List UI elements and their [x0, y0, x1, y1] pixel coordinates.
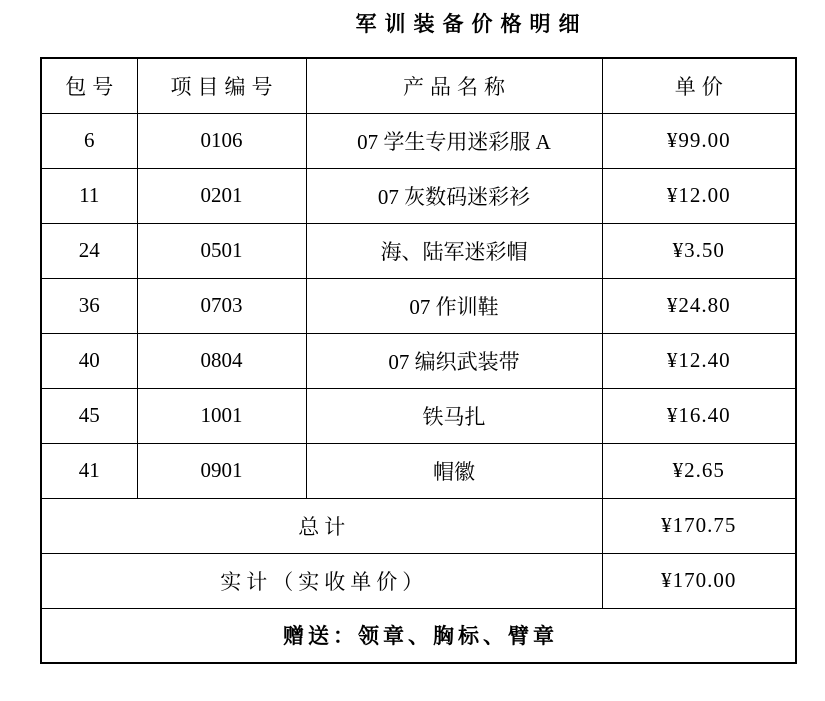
- package-no-cell: 40: [41, 333, 137, 388]
- actual-price-cell: ¥170.00: [602, 553, 796, 608]
- header-item-no: 项目编号: [137, 58, 306, 113]
- item-no-cell: 0703: [137, 278, 306, 333]
- package-no-cell: 24: [41, 223, 137, 278]
- price-cell: ¥99.00: [602, 113, 796, 168]
- item-no-cell: 0901: [137, 443, 306, 498]
- product-cell: 铁马扎: [306, 388, 602, 443]
- item-no-cell: 0804: [137, 333, 306, 388]
- product-cell: 07 编织武装带: [306, 333, 602, 388]
- price-cell: ¥12.00: [602, 168, 796, 223]
- total-label-cell: 总计: [41, 498, 602, 553]
- header-product-name: 产品名称: [306, 58, 602, 113]
- product-cell: 07 学生专用迷彩服 A: [306, 113, 602, 168]
- package-no-cell: 6: [41, 113, 137, 168]
- product-cell: 07 作训鞋: [306, 278, 602, 333]
- price-table: [40, 57, 797, 664]
- total-price-cell: ¥170.75: [602, 498, 796, 553]
- package-no-cell: 45: [41, 388, 137, 443]
- header-package-no: 包号: [41, 58, 137, 113]
- table-row: [41, 388, 796, 443]
- item-no-cell: 1001: [137, 388, 306, 443]
- product-cell: 海、陆军迷彩帽: [306, 223, 602, 278]
- price-cell: ¥3.50: [602, 223, 796, 278]
- package-no-cell: 41: [41, 443, 137, 498]
- summary-row-actual: [41, 553, 796, 608]
- summary-row-total: [41, 498, 796, 553]
- table-row: [41, 168, 796, 223]
- price-cell: ¥24.80: [602, 278, 796, 333]
- item-no-cell: 0106: [137, 113, 306, 168]
- package-no-cell: 36: [41, 278, 137, 333]
- product-cell: 07 灰数码迷彩衫: [306, 168, 602, 223]
- item-no-cell: 0201: [137, 168, 306, 223]
- table-row: [41, 278, 796, 333]
- header-row: [41, 58, 796, 113]
- actual-label-cell: 实计（实收单价）: [41, 553, 602, 608]
- header-unit-price: 单价: [602, 58, 796, 113]
- package-no-cell: 11: [41, 168, 137, 223]
- product-cell: 帽徽: [306, 443, 602, 498]
- table-row: [41, 223, 796, 278]
- table-row: [41, 113, 796, 168]
- item-no-cell: 0501: [137, 223, 306, 278]
- table-row: [41, 443, 796, 498]
- price-cell: ¥12.40: [602, 333, 796, 388]
- footer-note-cell: 赠送：领章、胸标、臂章: [41, 608, 796, 663]
- price-cell: ¥2.65: [602, 443, 796, 498]
- page-title: 军训装备价格明细: [355, 12, 588, 36]
- table-row: [41, 333, 796, 388]
- footer-row: [41, 608, 796, 663]
- price-cell: ¥16.40: [602, 388, 796, 443]
